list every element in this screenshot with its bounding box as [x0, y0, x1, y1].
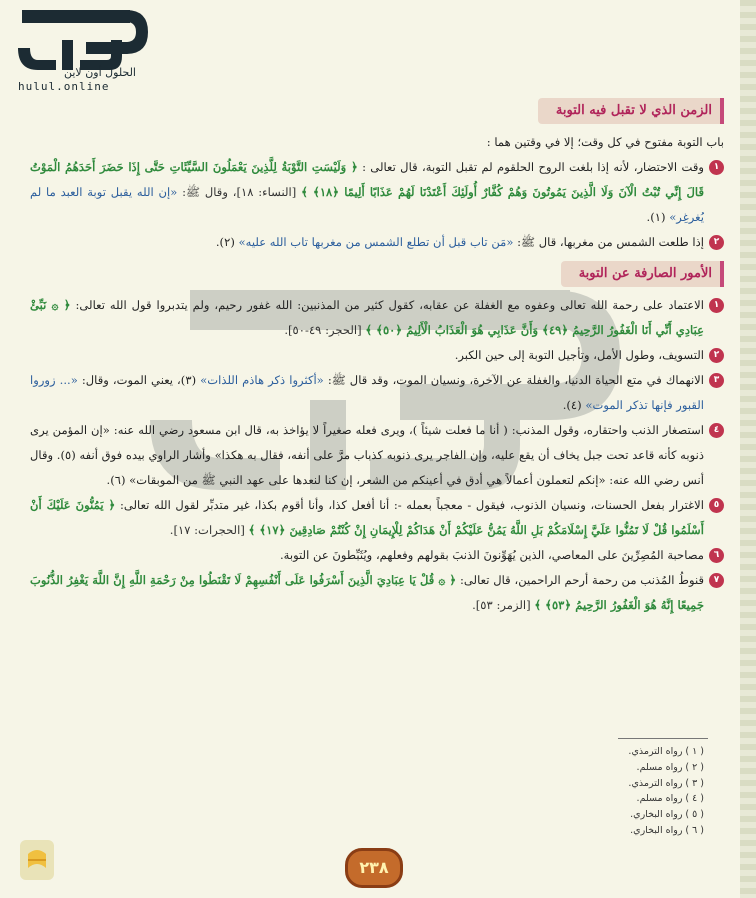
section-intro: باب التوبة مفتوح في كل وقت؛ إلا في وقتين هما : [486, 135, 724, 149]
item-text: إذا طلعت الشمس من مغربها، قال ﷺ: [513, 235, 704, 249]
section-title-untimely-repentance: الزمن الذي لا تقبل فيه التوبة [538, 98, 724, 124]
hadith-text: «مَن تاب قبل أن تطلع الشمس من مغربها تاب الله عليه» [238, 235, 514, 249]
quran-verse: ﴿ ۞ نَبِّئْ عِبَادِي أَنِّي أَنَا الْغَفُورُ الرَّحِيمُ ﴿٤٩﴾ وَأَنَّ عَذَابِي هُوَ الْعَذَابُ الْأَلِيمُ ﴿٥٠﴾ ﴾ [30, 298, 704, 337]
hadith-text: «إن الله يقبل توبة العبد ما لم يُغرغِر» [30, 185, 704, 224]
section-title-obstacles: الأمور الصارفة عن التوبة [561, 261, 724, 287]
page-edge-strip [740, 0, 756, 898]
verse-reference: [الحجرات: ١٧]. [169, 523, 245, 537]
footnote: ( ٦ ) رواه البخاري. [630, 824, 704, 836]
footnote-marker: (٢). [215, 235, 235, 249]
page-number: ٢٣٨ [345, 848, 403, 888]
list-item [30, 293, 724, 343]
item-text: (٣)، يعني الموت، وقال: [77, 373, 197, 387]
item-number-badge: ٧ [709, 573, 724, 588]
footnote-marker: (١). [646, 210, 666, 224]
logo-latin-text: hulul.online [18, 80, 110, 93]
page-content [30, 92, 724, 618]
verse-reference: [النساء: ١٨]، وقال ﷺ: [177, 185, 297, 199]
item-number-badge: ١ [709, 160, 724, 175]
footnote: ( ١ ) رواه الترمذي. [628, 746, 704, 757]
book-corner-icon [20, 840, 54, 880]
verse-reference: [الزمر: ٥٣]. [472, 598, 531, 612]
item-text: مصاحبة المُصِرِّينَ على المعاصي، الذين يُهَوِّنونَ الذنبَ بقولهم وفعلهم، ويُثَبِّطونَ عن التوبة. [279, 548, 704, 562]
list-item [30, 368, 724, 418]
list-item [30, 418, 724, 493]
item-number-badge: ٣ [709, 373, 724, 388]
item-number-badge: ٤ [709, 423, 724, 438]
footnote: ( ٥ ) رواه البخاري. [630, 809, 704, 821]
item-text: الانهماك في متع الحياة الدنيا، والغفلة عن الآخرة، ونسيان الموت، وقد قال ﷺ: [323, 373, 705, 387]
quran-verse: ﴿ ۞ قُلْ يَا عِبَادِيَ الَّذِينَ أَسْرَفُوا عَلَى أَنْفُسِهِمْ لَا تَقْنَطُوا مِنْ رَحْمَةِ اللَّهِ إِنَّ اللَّهَ يَغْفِرُ الذُّنُوبَ جَمِيعًا إِنَّهُ هُوَ الْغَفُورُ الرَّحِيمُ ﴿٥٣﴾ ﴾ [30, 573, 704, 612]
footnote: ( ٣ ) رواه الترمذي. [628, 777, 704, 789]
item-text: استصغار الذنب واحتقاره، وقول المذنب: ( أنا ما فعلت شيئاً )، ويرى فعله صغيراً لا يؤاخذ به، قال ابن مسعود رضي الله عنه: «إن المؤمن يرى ذنوبه كأنه قاعد تحت جبل يخاف أن يقع عليه، وإن الفاجر يرى ذنوبه كذباب مرَّ على أنفه، فقال به هكذا» وأشار الراوي بيده فوق أنفه (٥). وقال أنس رضي الله عنه: «إنكم لتعملون أعمالاً هي أدق في أعينكم من الشعر، إن كنا لنعدها على عهد النبي ﷺ من الموبقات» (٦). [30, 423, 704, 487]
item-number-badge: ٥ [709, 498, 724, 513]
item-number-badge: ٦ [709, 548, 724, 563]
footnotes [628, 744, 704, 839]
list-item [30, 568, 724, 618]
verse-reference: [الحجر: ٤٩-٥٠]. [284, 323, 362, 337]
list-item [30, 230, 724, 255]
quran-verse: ﴿ وَلَيْسَتِ التَّوْبَةُ لِلَّذِينَ يَعْمَلُونَ السَّيِّئَاتِ حَتَّى إِذَا حَضَرَ أَحَدَهُمُ الْمَوْتُ قَالَ إِنِّي تُبْتُ الْآنَ وَلَا الَّذِينَ يَمُوتُونَ وَهُمْ كُفَّارٌ أُولَئِكَ أَعْتَدْنَا لَهُمْ عَذَابًا أَلِيمًا ﴿١٨﴾ ﴾ [30, 160, 705, 199]
item-text: الاغترار بفعل الحسنات، ونسيان الذنوب، فيقول - معجباً بعمله -: أنا أفعل كذا، وأنا أقوم بكذا، غير متدبِّر لقول الله تعالى: [115, 498, 704, 512]
list-item [30, 343, 724, 368]
logo-arabic-text: الحلول أون لاين [64, 66, 136, 79]
hadith-text: «أكثروا ذكر هاذم اللذات» [200, 373, 324, 387]
footnote-marker: (٤). [562, 398, 582, 412]
item-number-badge: ٢ [709, 348, 724, 363]
hadith-text: «... زوروا القبور فإنها تذكر الموت» [30, 373, 704, 412]
item-number-badge: ١ [709, 298, 724, 313]
list-item [30, 155, 724, 230]
item-text: قنوطُ المُذنب من رحمة أرحم الراحمين، قال تعالى: [456, 573, 704, 587]
item-number-badge: ٢ [709, 235, 724, 250]
list-item [30, 493, 724, 543]
item-text: التسويف، وطول الأمل، وتأجيل التوبة إلى حين الكبر. [454, 348, 704, 362]
list-item [30, 543, 724, 568]
footnote: ( ٤ ) رواه مسلم. [636, 793, 704, 805]
footnote-divider [618, 738, 708, 739]
footnote: ( ٢ ) رواه مسلم. [636, 761, 704, 773]
quran-verse: ﴿ يَمُنُّونَ عَلَيْكَ أَنْ أَسْلَمُوا قُلْ لَا تَمُنُّوا عَلَيَّ إِسْلَامَكُمْ بَلِ اللَّهُ يَمُنُّ عَلَيْكُمْ أَنْ هَدَاكُمْ لِلْإِيمَانِ إِنْ كُنْتُمْ صَادِقِينَ ﴿١٧﴾ ﴾ [30, 498, 704, 537]
item-text: الاعتماد على رحمة الله تعالى وعفوه مع الغفلة عن عقابه، كقول كثير من المذنبين: الله غفور رحيم، ولم يتدبروا قول الله تعالى: [70, 298, 704, 312]
item-text: وقت الاحتضار، لأنه إذا بلغت الروح الحلقوم لم تقبل التوبة، قال تعالى : [357, 160, 704, 174]
